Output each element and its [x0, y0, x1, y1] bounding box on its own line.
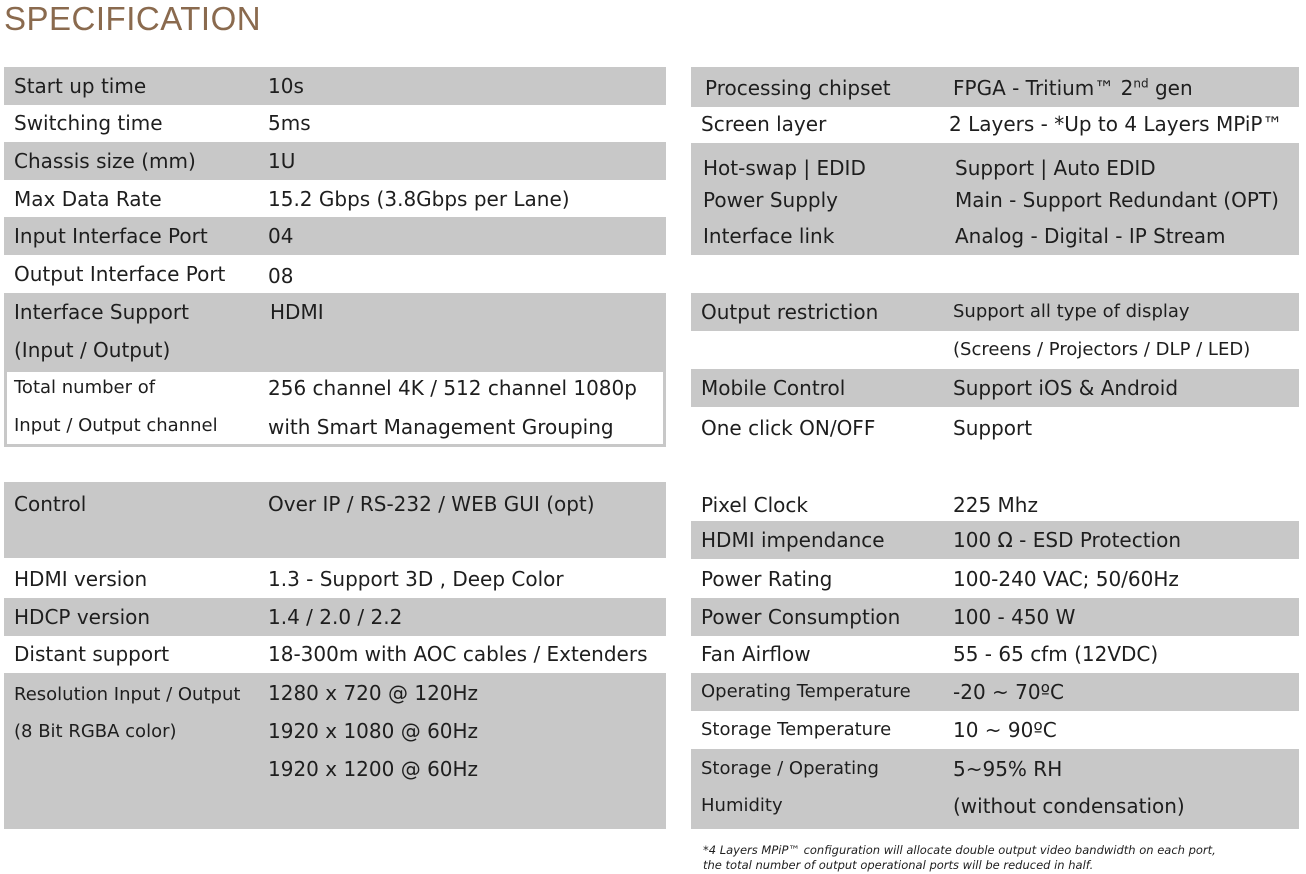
spec-label: Power Supply: [703, 188, 838, 212]
spec-label: Storage Temperature: [701, 719, 892, 740]
footnote: [703, 843, 1216, 873]
spec-label: Storage / Operating: [701, 758, 879, 779]
spec-value: 225 Mhz: [953, 493, 1038, 517]
spec-row: [691, 598, 1299, 636]
footnote-line: the total number of output operational ports will be reduced in half.: [703, 858, 1094, 872]
spec-row: [691, 369, 1299, 407]
spec-value: 2 Layers - *Up to 4 Layers MPiP™: [949, 112, 1283, 136]
spec-row: [4, 369, 666, 447]
spec-value: 100-240 VAC; 50/60Hz: [953, 567, 1179, 591]
spec-label: Max Data Rate: [14, 187, 162, 211]
spec-value: Support: [953, 416, 1033, 440]
spec-value: -20 ~ 70ºC: [953, 680, 1064, 704]
spec-value: 100 - 450 W: [953, 605, 1076, 629]
spec-value: 1280 x 720 @ 120Hz: [268, 681, 479, 705]
spec-label: Operating Temperature: [701, 681, 911, 702]
spec-value: Support | Auto EDID: [955, 156, 1156, 180]
spec-label: Interface link: [703, 224, 835, 248]
spec-row: [691, 409, 1299, 447]
spec-value: 256 channel 4K / 512 channel 1080p: [268, 376, 637, 400]
spec-value: 100 Ω - ESD Protection: [953, 528, 1182, 552]
spec-row: [4, 598, 666, 636]
spec-row: [4, 293, 666, 369]
spec-label-line2: (Input / Output): [14, 338, 171, 362]
spec-label: Output restriction: [701, 300, 879, 324]
footnote-line: *4 Layers MPiP™ configuration will allocate double output video bandwidth on each port,: [703, 843, 1216, 857]
spec-value: Main - Support Redundant (OPT): [955, 188, 1279, 212]
spec-label-line2: Humidity: [701, 795, 783, 816]
spec-value: [953, 69, 1193, 107]
spec-row: [691, 711, 1299, 749]
spec-value: Over IP / RS-232 / WEB GUI (opt): [268, 492, 595, 516]
spec-value: Support all type of display: [953, 301, 1190, 322]
spec-value: HDMI: [270, 300, 324, 324]
spec-label: Input Interface Port: [14, 224, 208, 248]
spec-row: [691, 560, 1299, 598]
spec-value-superscript: nd: [1133, 76, 1149, 91]
spec-value-main: FPGA - Tritium™ 2: [953, 76, 1134, 100]
spec-row: [691, 635, 1299, 673]
spec-row: [691, 217, 1299, 255]
spec-label: Power Rating: [701, 567, 833, 591]
spec-value: 5ms: [268, 111, 311, 135]
spec-value: Support iOS & Android: [953, 376, 1179, 400]
spec-row: [4, 217, 666, 255]
spec-label: Fan Airflow: [701, 642, 811, 666]
spec-row: [691, 521, 1299, 559]
spec-row: [691, 143, 1299, 183]
spec-row: [691, 331, 1299, 369]
spec-label: Interface Support: [14, 300, 189, 324]
spec-label: Mobile Control: [701, 376, 846, 400]
spec-row: [4, 180, 666, 218]
spec-row: [4, 673, 666, 829]
spec-value: 04: [268, 224, 294, 248]
spec-value: 1U: [268, 149, 296, 173]
spec-value-line2: (Screens / Projectors / DLP / LED): [953, 339, 1251, 360]
spec-value-line2: 1920 x 1080 @ 60Hz: [268, 719, 479, 743]
spec-value: 08: [268, 264, 294, 288]
spec-value: 10 ~ 90ºC: [953, 718, 1057, 742]
spec-row: [4, 635, 666, 673]
spec-value: 10s: [268, 74, 304, 98]
spec-row: [691, 105, 1299, 143]
spec-label: Chassis size (mm): [14, 149, 196, 173]
spec-label: Total number of: [14, 377, 156, 398]
spec-value: Analog - Digital - IP Stream: [955, 224, 1226, 248]
page-title: SPECIFICATION: [4, 0, 262, 37]
spec-value: 1.3 - Support 3D , Deep Color: [268, 567, 564, 591]
spec-row: [691, 486, 1299, 524]
spec-value: 15.2 Gbps (3.8Gbps per Lane): [268, 187, 570, 211]
spec-row: [4, 142, 666, 180]
spec-label: Pixel Clock: [701, 493, 808, 517]
spec-label: One click ON/OFF: [701, 416, 876, 440]
spec-value: 55 - 65 cfm (12VDC): [953, 642, 1159, 666]
spec-row: [4, 560, 666, 598]
spec-label: Start up time: [14, 74, 147, 98]
spec-value: 5~95% RH: [953, 757, 1063, 781]
spec-value-line2: (without condensation): [953, 794, 1185, 818]
spec-label: Control: [14, 492, 87, 516]
spec-label: Switching time: [14, 111, 163, 135]
spec-row: [691, 181, 1299, 219]
spec-label-line2: (8 Bit RGBA color): [14, 721, 177, 742]
spec-label: Power Consumption: [701, 605, 901, 629]
spec-value-line3: 1920 x 1200 @ 60Hz: [268, 757, 479, 781]
spec-label: HDMI impendance: [701, 528, 885, 552]
spec-label: HDCP version: [14, 605, 151, 629]
spec-value: 1.4 / 2.0 / 2.2: [268, 605, 403, 629]
spec-label: Distant support: [14, 642, 170, 666]
spec-label: Hot-swap | EDID: [703, 156, 866, 180]
spec-value: 18-300m with AOC cables / Extenders: [268, 642, 648, 666]
spec-value-line2: with Smart Management Grouping: [268, 415, 614, 439]
spec-row: [691, 67, 1299, 107]
spec-label-line2: Input / Output channel: [14, 415, 218, 436]
spec-label: Screen layer: [701, 112, 827, 136]
spec-label: Output Interface Port: [14, 262, 226, 286]
spec-row: [4, 104, 666, 142]
spec-row: [691, 673, 1299, 711]
spec-row: [4, 482, 666, 558]
spec-row: [691, 749, 1299, 829]
spec-row: [4, 67, 666, 105]
spec-row: [4, 255, 666, 293]
spec-value-suffix: gen: [1148, 76, 1193, 100]
spec-row: [691, 293, 1299, 331]
spec-label: Resolution Input / Output: [14, 684, 241, 705]
spec-label: Processing chipset: [705, 76, 891, 100]
spec-label: HDMI version: [14, 567, 148, 591]
